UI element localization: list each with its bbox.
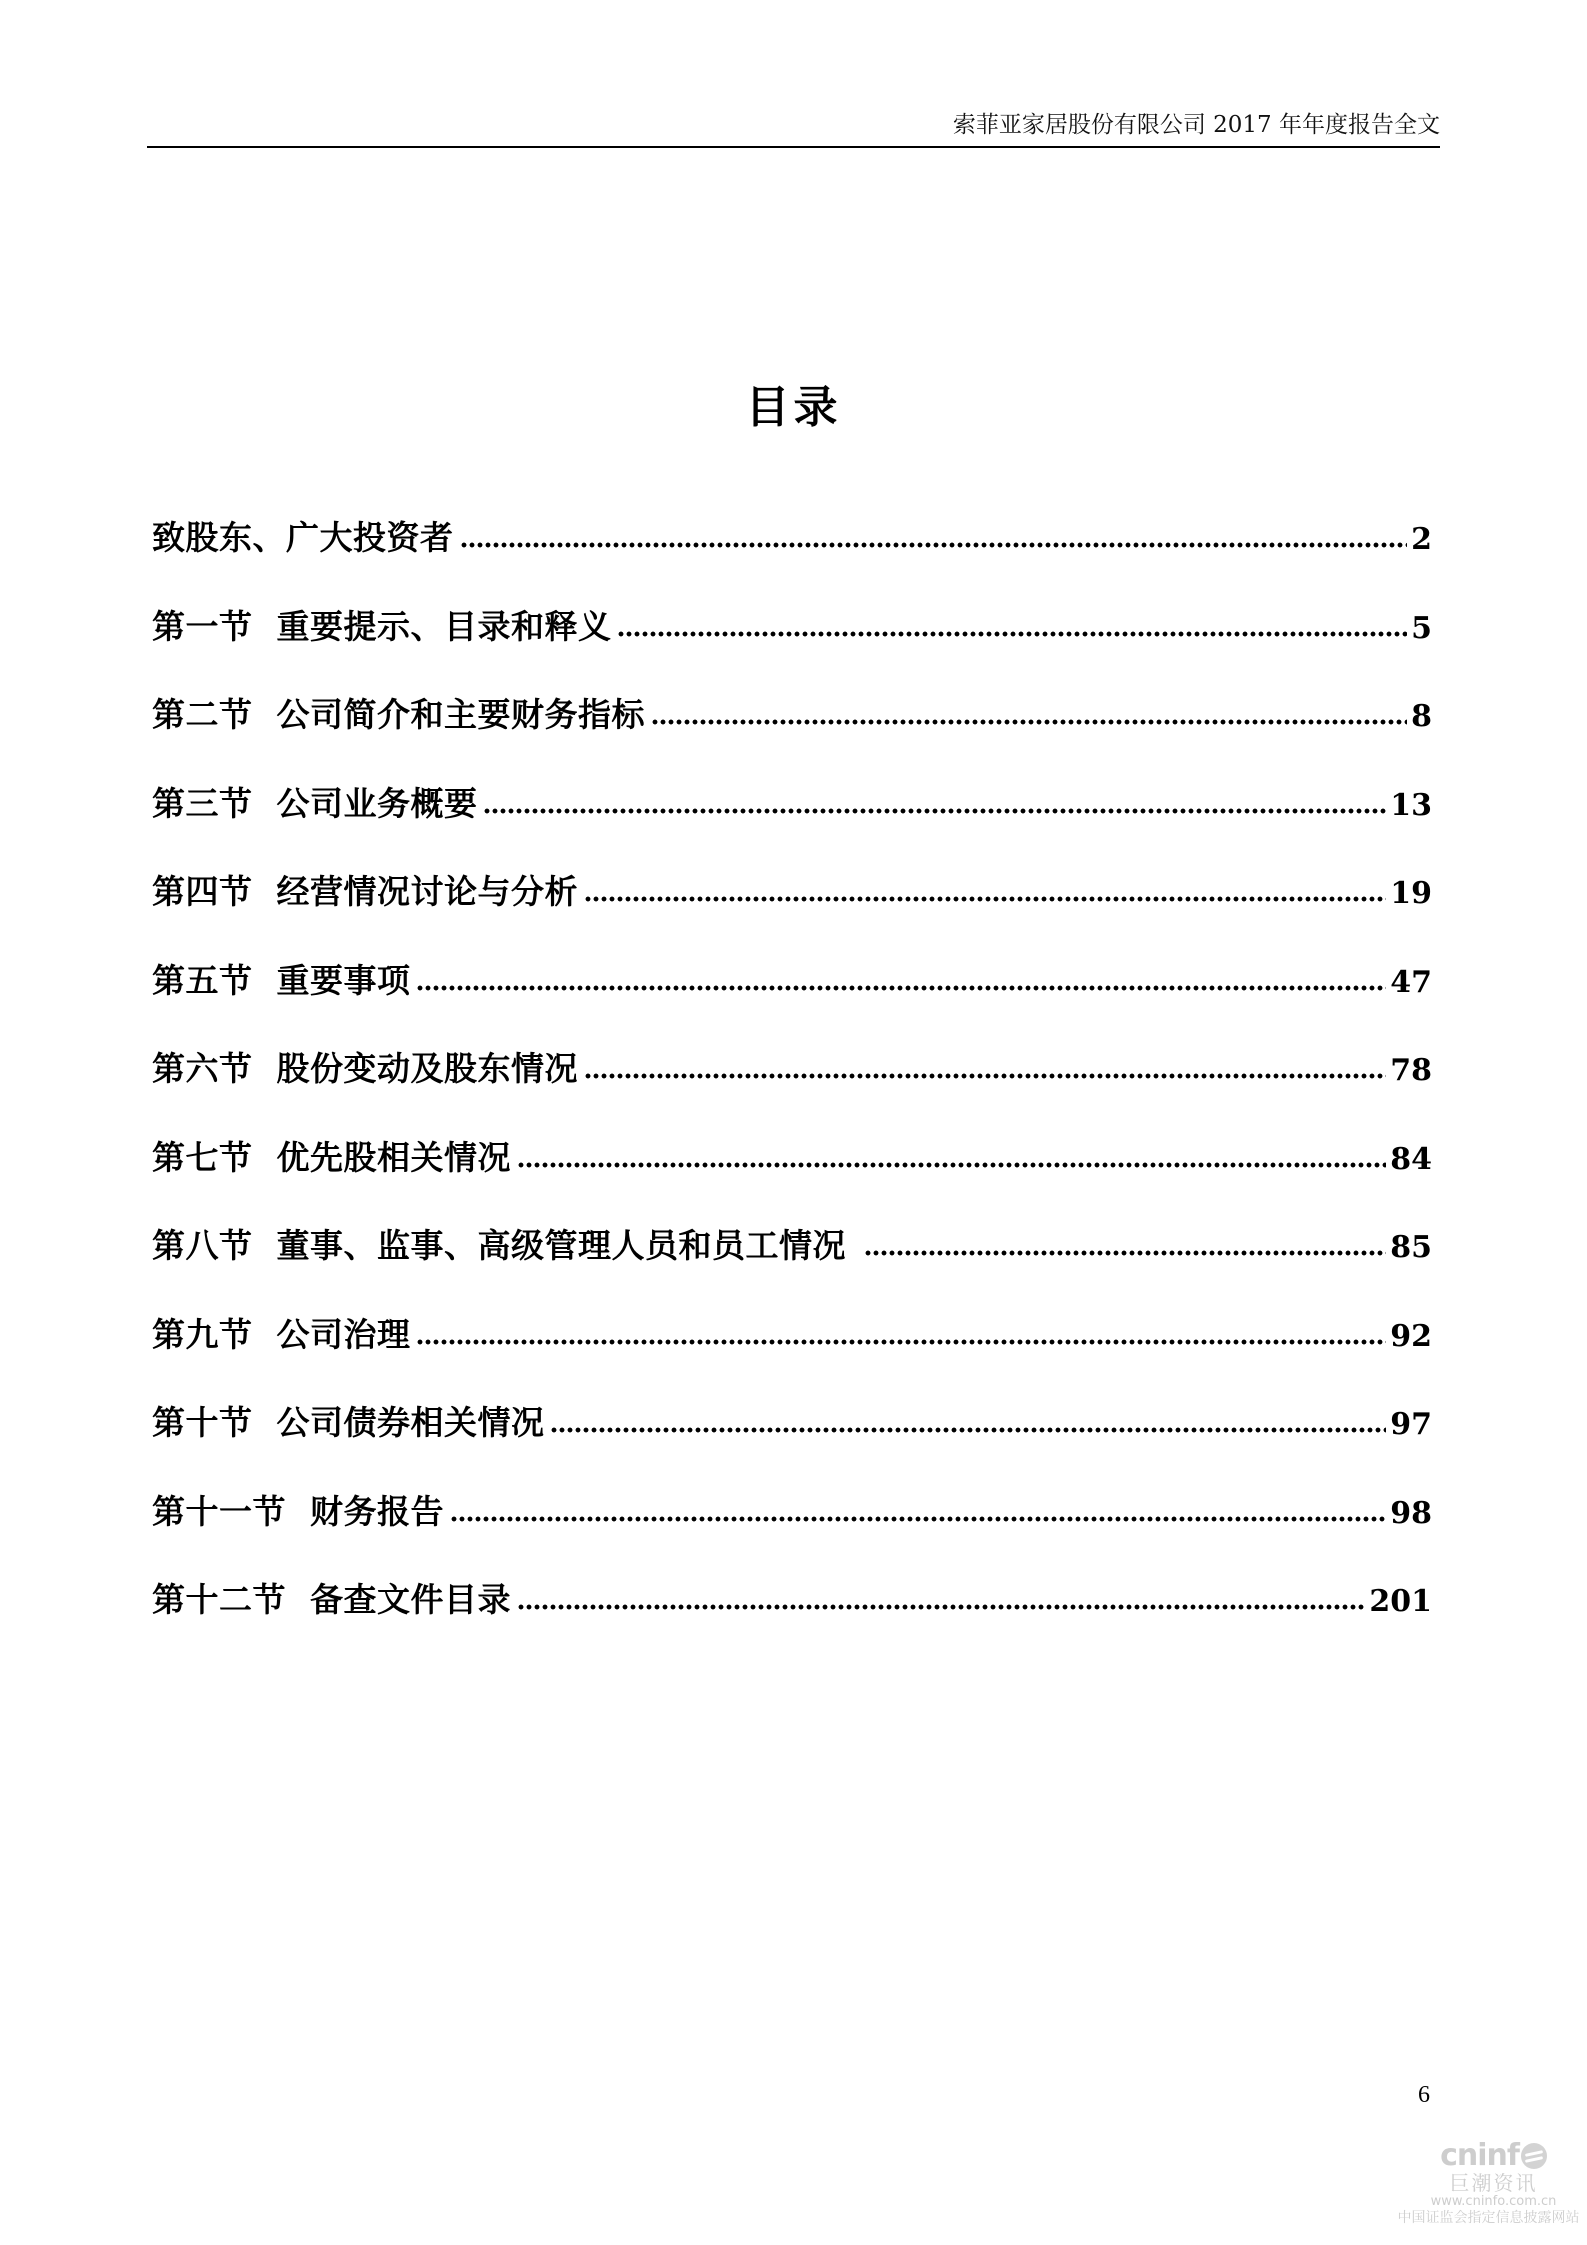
toc-entry-label: 致股东、广大投资者 bbox=[152, 518, 454, 557]
toc-entry-section-5[interactable] bbox=[152, 955, 1432, 1044]
toc-entry-label: 第四节 经营情况讨论与分析 bbox=[152, 872, 578, 911]
dot-leader bbox=[584, 1073, 1386, 1079]
toc-entry-label: 第七节 优先股相关情况 bbox=[152, 1137, 511, 1177]
toc-entry-section-1[interactable] bbox=[152, 601, 1432, 690]
toc-entry-page: 97 bbox=[1390, 1407, 1432, 1442]
table-of-contents bbox=[152, 512, 1432, 1663]
toc-entry-label: 第六节 股份变动及股东情况 bbox=[152, 1049, 578, 1088]
toc-entry-page: 2 bbox=[1411, 522, 1432, 557]
dot-leader bbox=[584, 896, 1386, 902]
toc-entry-section-4[interactable] bbox=[152, 866, 1432, 955]
toc-entry-section-9[interactable] bbox=[152, 1309, 1432, 1398]
toc-entry-shareholders-letter[interactable] bbox=[152, 512, 1432, 601]
toc-entry-section-2[interactable] bbox=[152, 689, 1432, 778]
toc-entry-label: 第九节 公司治理 bbox=[152, 1314, 411, 1354]
watermark-url: www.cninfo.com.cn bbox=[1430, 2194, 1557, 2209]
toc-entry-page: 47 bbox=[1390, 964, 1432, 1000]
toc-entry-page: 85 bbox=[1390, 1230, 1432, 1265]
toc-entry-page: 13 bbox=[1390, 787, 1432, 823]
toc-entry-section-10[interactable] bbox=[152, 1397, 1432, 1486]
dot-leader bbox=[864, 1250, 1386, 1256]
watermark-name: 巨潮资讯 bbox=[1449, 2171, 1538, 2195]
toc-entry-page: 98 bbox=[1390, 1495, 1432, 1531]
toc-entry-section-3[interactable] bbox=[152, 778, 1432, 867]
toc-entry-page: 5 bbox=[1411, 610, 1432, 646]
toc-entry-label: 第八节 董事、监事、高级管理人员和员工情况 bbox=[152, 1226, 858, 1265]
dot-leader bbox=[460, 542, 1408, 548]
dot-leader bbox=[483, 808, 1386, 814]
toc-title: 目录 bbox=[745, 382, 842, 433]
watermark-logo-text: cninf bbox=[1440, 2138, 1519, 2173]
cninfo-watermark bbox=[1397, 2138, 1587, 2226]
toc-entry-label: 第十二节 备查文件目录 bbox=[152, 1580, 511, 1619]
toc-entry-section-7[interactable] bbox=[152, 1132, 1432, 1221]
page-number: 6 bbox=[1418, 2082, 1430, 2108]
dot-leader bbox=[517, 1604, 1365, 1610]
header-divider bbox=[147, 146, 1440, 148]
toc-entry-label: 第三节 公司业务概要 bbox=[152, 783, 478, 823]
cninfo-logo-icon bbox=[1521, 2143, 1547, 2169]
toc-entry-page: 78 bbox=[1390, 1053, 1432, 1088]
dot-leader bbox=[450, 1516, 1386, 1522]
dot-leader bbox=[651, 719, 1407, 725]
toc-entry-page: 84 bbox=[1390, 1141, 1432, 1177]
page-header bbox=[147, 108, 1440, 148]
toc-entry-section-11[interactable] bbox=[152, 1486, 1432, 1575]
dot-leader bbox=[550, 1427, 1386, 1433]
toc-entry-section-6[interactable] bbox=[152, 1043, 1432, 1132]
toc-entry-page: 19 bbox=[1390, 876, 1432, 911]
toc-entry-label: 第五节 重要事项 bbox=[152, 960, 411, 1000]
toc-entry-page: 8 bbox=[1411, 699, 1432, 734]
report-header-title: 索菲亚家居股份有限公司 2017 年年度报告全文 bbox=[952, 112, 1440, 138]
dot-leader bbox=[416, 1339, 1386, 1345]
toc-entry-page: 92 bbox=[1390, 1318, 1432, 1354]
watermark-logo bbox=[1400, 2140, 1587, 2172]
toc-entry-section-12[interactable] bbox=[152, 1574, 1432, 1663]
toc-entry-label: 第十节 公司债券相关情况 bbox=[152, 1403, 545, 1442]
toc-entry-label: 第二节 公司简介和主要财务指标 bbox=[152, 695, 645, 734]
dot-leader bbox=[416, 985, 1386, 991]
dot-leader bbox=[517, 1162, 1386, 1168]
toc-entry-label: 第十一节 财务报告 bbox=[152, 1491, 444, 1531]
dot-leader bbox=[617, 631, 1407, 637]
watermark-description: 中国证监会指定信息披露网站 bbox=[1397, 2210, 1580, 2226]
toc-entry-label: 第一节 重要提示、目录和释义 bbox=[152, 606, 612, 646]
toc-entry-page: 201 bbox=[1369, 1584, 1432, 1619]
toc-entry-section-8[interactable] bbox=[152, 1220, 1432, 1309]
